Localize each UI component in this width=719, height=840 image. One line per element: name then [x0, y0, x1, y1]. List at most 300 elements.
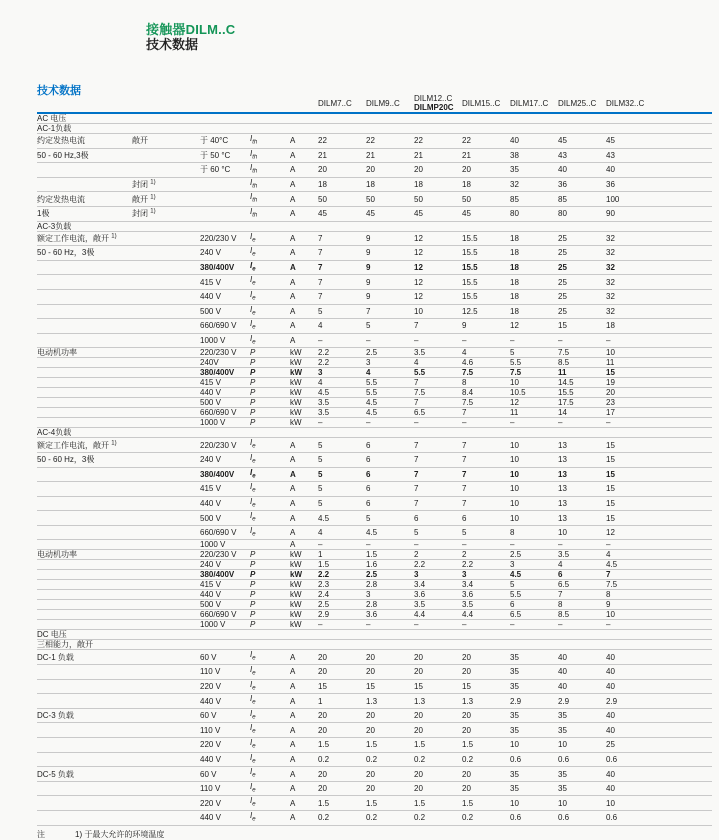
value-cell: 12 — [414, 246, 462, 261]
row-label: 约定发热电流 — [37, 192, 132, 207]
row-sublabel — [132, 418, 200, 428]
value-cell: 2.5 — [366, 348, 414, 358]
value-cell: 5.5 — [510, 358, 558, 368]
value-cell: 8 — [510, 525, 558, 540]
value-cell: 5.5 — [366, 388, 414, 398]
value-cell: 100 — [606, 192, 654, 207]
condition-label: 440 V — [200, 694, 250, 709]
unit: A — [290, 231, 318, 246]
symbol: P — [250, 590, 290, 600]
value-cell: 22 — [462, 134, 510, 149]
condition-label: 220/230 V — [200, 348, 250, 358]
value-cell: 15 — [462, 679, 510, 694]
unit: A — [290, 665, 318, 680]
value-cell: 1.5 — [318, 560, 366, 570]
symbol: P — [250, 388, 290, 398]
condition-label: 110 V — [200, 665, 250, 680]
value-cell: 32 — [606, 231, 654, 246]
footnote-marker: 1) — [150, 208, 156, 215]
unit: kW — [290, 398, 318, 408]
value-cell: 4.5 — [318, 388, 366, 398]
data-row — [37, 580, 712, 590]
value-cell: 40 — [558, 650, 606, 665]
row-label — [37, 570, 132, 580]
column-header-dilm7-c — [318, 94, 366, 113]
value-cell: – — [318, 333, 366, 348]
row-filler — [654, 418, 712, 428]
value-cell: 2.2 — [318, 348, 366, 358]
value-cell: 5 — [318, 467, 366, 482]
value-cell: 40 — [606, 767, 654, 782]
value-cell: – — [414, 540, 462, 550]
value-cell: – — [462, 540, 510, 550]
value-cell: – — [366, 620, 414, 630]
symbol: $I_{th}$ — [250, 163, 290, 178]
value-cell: 8.5 — [558, 610, 606, 620]
value-cell: 7 — [318, 260, 366, 275]
value-cell: 18 — [414, 177, 462, 192]
value-cell: 14.5 — [558, 378, 606, 388]
data-row — [37, 438, 712, 453]
value-cell: 25 — [558, 289, 606, 304]
row-label — [37, 796, 132, 811]
value-cell: – — [510, 333, 558, 348]
value-cell: 85 — [510, 192, 558, 207]
row-filler — [654, 388, 712, 398]
row-filler — [654, 600, 712, 610]
row-filler — [654, 289, 712, 304]
value-cell: 4.5 — [366, 525, 414, 540]
unit: A — [290, 304, 318, 319]
value-cell: 40 — [558, 679, 606, 694]
value-cell: 20 — [318, 723, 366, 738]
value-cell: 35 — [510, 163, 558, 178]
row-label: DC-5 负载 — [37, 767, 132, 782]
symbol: P — [250, 398, 290, 408]
value-cell: 4.5 — [366, 398, 414, 408]
symbol: P — [250, 418, 290, 428]
data-row — [37, 134, 712, 149]
value-cell: 19 — [606, 378, 654, 388]
value-cell: 2.9 — [558, 694, 606, 709]
value-cell: 10 — [510, 511, 558, 526]
value-cell: 7 — [414, 319, 462, 334]
value-cell: 43 — [606, 148, 654, 163]
value-cell: 15.5 — [462, 260, 510, 275]
unit: A — [290, 148, 318, 163]
value-cell: 0.6 — [510, 811, 558, 826]
value-cell: 0.6 — [558, 752, 606, 767]
row-filler — [654, 378, 712, 388]
value-cell: – — [318, 620, 366, 630]
value-cell: 18 — [606, 319, 654, 334]
value-cell: 1.5 — [366, 738, 414, 753]
symbol: P — [250, 368, 290, 378]
value-cell: 2.2 — [318, 358, 366, 368]
row-label — [37, 723, 132, 738]
row-filler — [654, 304, 712, 319]
value-cell: 35 — [558, 767, 606, 782]
symbol: P — [250, 570, 290, 580]
value-cell: 38 — [510, 148, 558, 163]
symbol: P — [250, 550, 290, 560]
unit: kW — [290, 418, 318, 428]
column-header-line1: DILM9..C — [366, 98, 400, 108]
row-sublabel — [132, 348, 200, 358]
value-cell: 7 — [606, 570, 654, 580]
value-cell: – — [510, 418, 558, 428]
row-label: DC-3 负载 — [37, 708, 132, 723]
row-filler — [654, 752, 712, 767]
data-row — [37, 177, 712, 192]
unit: A — [290, 467, 318, 482]
value-cell: 3.4 — [462, 580, 510, 590]
row-sublabel — [132, 723, 200, 738]
value-cell: 45 — [462, 206, 510, 221]
row-sublabel — [132, 610, 200, 620]
footnote-marker: 1) — [150, 194, 156, 201]
value-cell: 0.6 — [510, 752, 558, 767]
value-cell: 45 — [414, 206, 462, 221]
symbol: $I_e$ — [250, 811, 290, 826]
value-cell: 11 — [606, 358, 654, 368]
value-cell: – — [510, 540, 558, 550]
value-cell: 5.5 — [366, 378, 414, 388]
data-row — [37, 358, 712, 368]
value-cell: 1 — [318, 550, 366, 560]
unit: A — [290, 163, 318, 178]
condition-label: 220/230 V — [200, 438, 250, 453]
unit: A — [290, 679, 318, 694]
data-row — [37, 811, 712, 826]
row-label — [37, 408, 132, 418]
unit: A — [290, 206, 318, 221]
row-filler — [654, 496, 712, 511]
section-label: AC-1负载 — [37, 124, 712, 134]
value-cell: 4.5 — [606, 560, 654, 570]
footnote — [37, 830, 712, 840]
row-label — [37, 511, 132, 526]
value-cell: 7.5 — [462, 398, 510, 408]
row-sublabel — [132, 767, 200, 782]
row-filler — [654, 796, 712, 811]
row-label — [37, 781, 132, 796]
value-cell: 18 — [510, 260, 558, 275]
value-cell: 3 — [318, 368, 366, 378]
value-cell: 35 — [510, 723, 558, 738]
value-cell: 15.5 — [558, 388, 606, 398]
value-cell: 5.5 — [510, 590, 558, 600]
value-cell: 4 — [414, 358, 462, 368]
value-cell: 12.5 — [462, 304, 510, 319]
value-cell: 5 — [366, 511, 414, 526]
row-label: 50 - 60 Hz，3极 — [37, 246, 132, 261]
row-sublabel — [132, 570, 200, 580]
unit: kW — [290, 620, 318, 630]
row-filler — [654, 231, 712, 246]
row-sublabel — [132, 620, 200, 630]
value-cell: 18 — [318, 177, 366, 192]
value-cell: 2.9 — [510, 694, 558, 709]
unit: kW — [290, 570, 318, 580]
row-sublabel — [132, 496, 200, 511]
value-cell: 18 — [510, 289, 558, 304]
row-sublabel — [132, 752, 200, 767]
header-spacer — [290, 94, 318, 113]
value-cell: 6 — [414, 511, 462, 526]
row-sublabel — [132, 650, 200, 665]
value-cell: 6 — [558, 570, 606, 580]
value-cell: 1.5 — [318, 796, 366, 811]
unit: A — [290, 192, 318, 207]
row-label — [37, 388, 132, 398]
value-cell: 5 — [318, 438, 366, 453]
row-label — [37, 600, 132, 610]
row-label — [37, 496, 132, 511]
data-row — [37, 319, 712, 334]
row-label — [37, 665, 132, 680]
row-filler — [654, 590, 712, 600]
value-cell: 20 — [318, 650, 366, 665]
value-cell: 2.8 — [366, 600, 414, 610]
symbol: $I_e$ — [250, 438, 290, 453]
row-label — [37, 482, 132, 497]
value-cell: 3 — [366, 590, 414, 600]
row-label: 额定工作电流，敞开 $^{1)}$ — [37, 231, 132, 246]
value-cell: 2.9 — [606, 694, 654, 709]
unit: A — [290, 289, 318, 304]
value-cell: 7 — [414, 496, 462, 511]
row-label — [37, 289, 132, 304]
value-cell: 20 — [462, 781, 510, 796]
unit: kW — [290, 550, 318, 560]
row-sublabel — [132, 600, 200, 610]
value-cell: 50 — [318, 192, 366, 207]
symbol: $I_e$ — [250, 708, 290, 723]
value-cell: 35 — [510, 767, 558, 782]
unit: A — [290, 540, 318, 550]
value-cell: 7 — [462, 408, 510, 418]
value-cell: 20 — [366, 723, 414, 738]
condition-label — [200, 177, 250, 192]
row-label — [37, 620, 132, 630]
value-cell: 5 — [414, 525, 462, 540]
value-cell: 32 — [606, 304, 654, 319]
value-cell: 20 — [366, 781, 414, 796]
value-cell: 8 — [462, 378, 510, 388]
value-cell: 13 — [558, 511, 606, 526]
condition-label: 1000 V — [200, 418, 250, 428]
value-cell: 14 — [558, 408, 606, 418]
header-spacer — [37, 94, 132, 113]
symbol: $I_e$ — [250, 781, 290, 796]
value-cell: 3 — [510, 560, 558, 570]
value-cell: 10 — [510, 438, 558, 453]
section-label: AC-3负载 — [37, 221, 712, 231]
row-sublabel: 敞开 — [132, 134, 200, 149]
symbol: $I_e$ — [250, 260, 290, 275]
value-cell: – — [366, 418, 414, 428]
value-cell: 2.5 — [318, 600, 366, 610]
row-filler — [654, 723, 712, 738]
value-cell: 20 — [414, 723, 462, 738]
value-cell: 13 — [558, 467, 606, 482]
symbol: $I_e$ — [250, 275, 290, 290]
row-filler — [654, 570, 712, 580]
row-sublabel — [132, 679, 200, 694]
row-filler — [654, 467, 712, 482]
value-cell: 20 — [414, 163, 462, 178]
symbol: $I_e$ — [250, 525, 290, 540]
value-cell: 4 — [462, 348, 510, 358]
value-cell: 45 — [366, 206, 414, 221]
row-label: 1极 — [37, 206, 132, 221]
value-cell: 35 — [510, 679, 558, 694]
condition-label: 1000 V — [200, 333, 250, 348]
unit: A — [290, 438, 318, 453]
value-cell: 10 — [510, 378, 558, 388]
row-label — [37, 580, 132, 590]
condition-label: 660/690 V — [200, 610, 250, 620]
condition-label — [200, 192, 250, 207]
unit: A — [290, 496, 318, 511]
subsection-row — [37, 640, 712, 650]
value-cell: 20 — [366, 767, 414, 782]
column-header-dilm25-c — [558, 94, 606, 113]
value-cell: 20 — [414, 650, 462, 665]
value-cell: 10 — [510, 496, 558, 511]
row-label — [37, 368, 132, 378]
value-cell: 12 — [414, 260, 462, 275]
value-cell: 90 — [606, 206, 654, 221]
data-row — [37, 148, 712, 163]
value-cell: – — [462, 418, 510, 428]
symbol: $I_{th}$ — [250, 134, 290, 149]
value-cell: 2.2 — [462, 560, 510, 570]
symbol: $I_e$ — [250, 665, 290, 680]
condition-label: 500 V — [200, 511, 250, 526]
data-row — [37, 665, 712, 680]
row-filler — [654, 148, 712, 163]
section-heading: 技术数据 — [37, 85, 81, 97]
value-cell: 13 — [558, 452, 606, 467]
unit: kW — [290, 408, 318, 418]
data-row — [37, 560, 712, 570]
row-sublabel — [132, 378, 200, 388]
value-cell: 10.5 — [510, 388, 558, 398]
value-cell: 5 — [510, 348, 558, 358]
symbol: P — [250, 560, 290, 570]
spec-table-body — [37, 113, 712, 825]
value-cell: 15 — [606, 438, 654, 453]
row-label — [37, 333, 132, 348]
row-filler — [654, 511, 712, 526]
value-cell: – — [606, 333, 654, 348]
row-sublabel — [132, 811, 200, 826]
row-sublabel — [132, 148, 200, 163]
unit: A — [290, 723, 318, 738]
value-cell: 45 — [606, 134, 654, 149]
value-cell: 2.8 — [366, 580, 414, 590]
value-cell: 40 — [510, 134, 558, 149]
value-cell: 7 — [462, 438, 510, 453]
condition-label: 440 V — [200, 590, 250, 600]
condition-label: 500 V — [200, 600, 250, 610]
row-filler — [654, 275, 712, 290]
value-cell: 13 — [558, 496, 606, 511]
row-filler — [654, 438, 712, 453]
value-cell: 5 — [510, 580, 558, 590]
value-cell: 15.5 — [462, 289, 510, 304]
value-cell: 9 — [366, 275, 414, 290]
value-cell: 3 — [414, 570, 462, 580]
document-title-block — [146, 22, 235, 52]
value-cell: 7.5 — [414, 388, 462, 398]
symbol: $I_e$ — [250, 452, 290, 467]
value-cell: – — [606, 620, 654, 630]
value-cell: 9 — [366, 289, 414, 304]
value-cell: 20 — [366, 708, 414, 723]
row-sublabel — [132, 319, 200, 334]
spec-table-header — [37, 94, 712, 113]
condition-label: 440 V — [200, 388, 250, 398]
value-cell: 7 — [414, 452, 462, 467]
value-cell: 15 — [318, 679, 366, 694]
value-cell: 3.5 — [318, 398, 366, 408]
value-cell: 20 — [318, 665, 366, 680]
value-cell: – — [462, 620, 510, 630]
value-cell: 22 — [318, 134, 366, 149]
value-cell: 21 — [318, 148, 366, 163]
row-label — [37, 752, 132, 767]
row-filler — [654, 452, 712, 467]
value-cell: 15 — [606, 496, 654, 511]
data-row — [37, 525, 712, 540]
value-cell: 5 — [318, 482, 366, 497]
value-cell: 4 — [366, 368, 414, 378]
value-cell: 5.5 — [414, 368, 462, 378]
value-cell: 20 — [462, 650, 510, 665]
row-filler — [654, 665, 712, 680]
value-cell: 2 — [414, 550, 462, 560]
unit: kW — [290, 610, 318, 620]
value-cell: 25 — [558, 304, 606, 319]
value-cell: 2.9 — [318, 610, 366, 620]
value-cell: 10 — [558, 738, 606, 753]
value-cell: 40 — [606, 723, 654, 738]
section-row — [37, 221, 712, 231]
row-sublabel — [132, 560, 200, 570]
column-header-row — [37, 94, 712, 113]
value-cell: 7 — [414, 378, 462, 388]
data-row — [37, 348, 712, 358]
value-cell: 4.4 — [414, 610, 462, 620]
value-cell: 2.5 — [366, 570, 414, 580]
row-label — [37, 304, 132, 319]
value-cell: 7.5 — [510, 368, 558, 378]
value-cell: 50 — [366, 192, 414, 207]
value-cell: 5 — [318, 496, 366, 511]
value-cell: 20 — [318, 767, 366, 782]
value-cell: 17.5 — [558, 398, 606, 408]
unit: A — [290, 177, 318, 192]
condition-label: 500 V — [200, 398, 250, 408]
section-row — [37, 113, 712, 124]
value-cell: 8.4 — [462, 388, 510, 398]
symbol: P — [250, 610, 290, 620]
value-cell: 18 — [510, 231, 558, 246]
value-cell: 10 — [414, 304, 462, 319]
